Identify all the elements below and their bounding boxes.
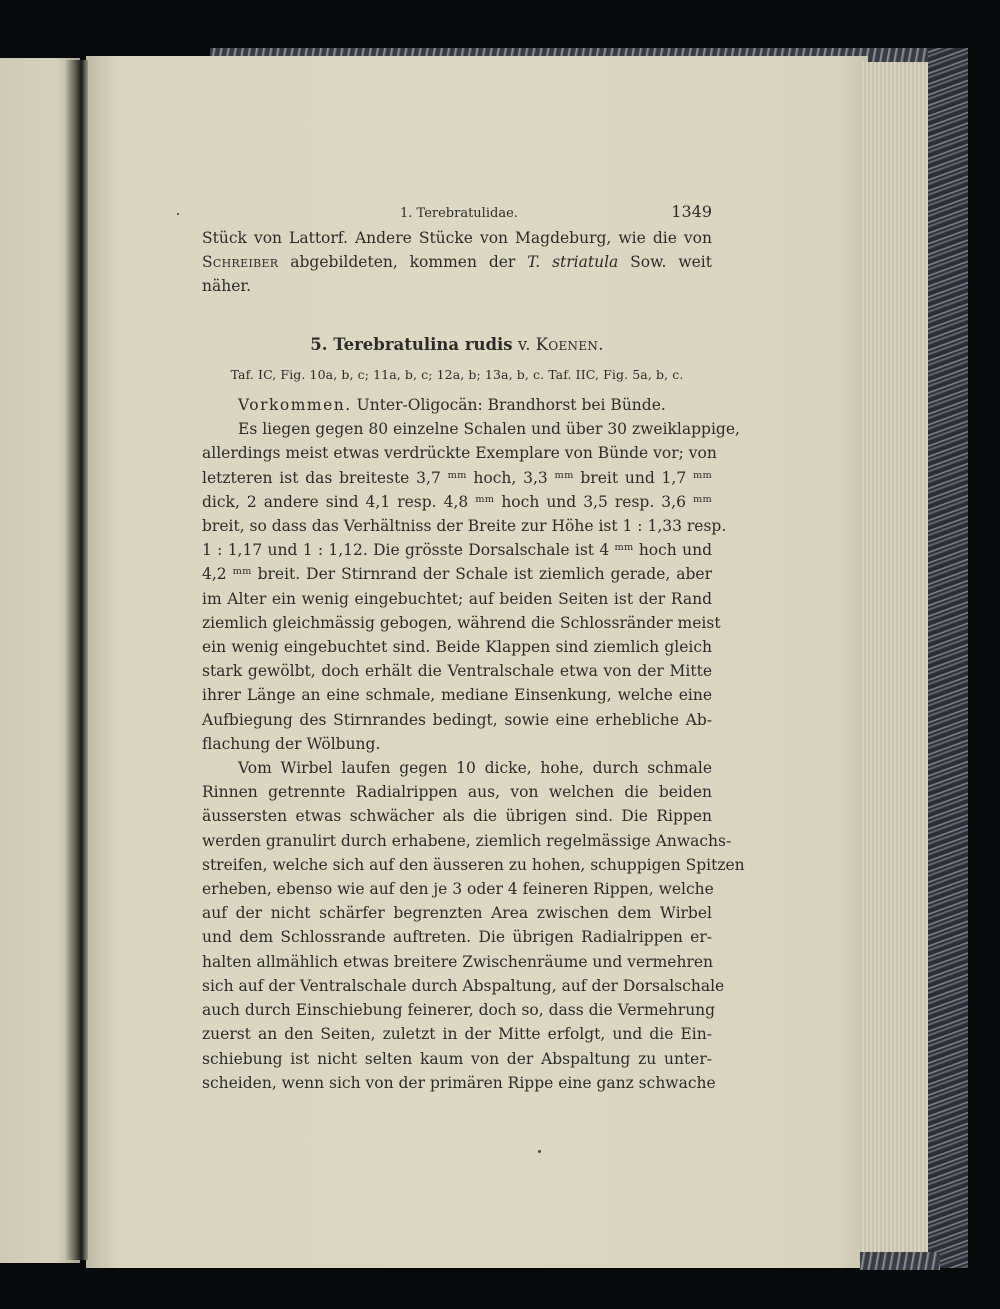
plate-references: Taf. IC, Fig. 10a, b, c; 11a, b, c; 12a, b; 13a, b, c. Taf. IIC, Fig. 5a, b, c. [230, 366, 684, 382]
text-line: 4,2 ᵐᵐ breit. Der Stirnrand der Schale ist ziemlich gerade, aber [202, 565, 712, 584]
section-title [202, 333, 712, 357]
book-gutter [66, 60, 88, 1260]
text-line: im Alter ein wenig eingebuchtet; auf beiden Seiten ist der Rand [202, 589, 712, 608]
cover-bottom-edge [860, 1252, 940, 1270]
text-line: näher. [202, 277, 252, 296]
text-line: 1 : 1,17 und 1 : 1,12. Die grösste Dorsalschale ist 4 ᵐᵐ hoch und [202, 541, 712, 560]
text-line: zuerst an den Seiten, zuletzt in der Mitte erfolgt, und die Ein- [202, 1025, 712, 1044]
page-text [202, 200, 745, 1095]
running-head: 1. Terebratulidae. [400, 206, 518, 221]
page-header [202, 200, 712, 226]
text-line: scheiden, wenn sich von der primären Rippe eine ganz schwache [202, 1073, 716, 1092]
paper-dot [538, 1150, 541, 1153]
text-line: allerdings meist etwas verdrückte Exemplare von Bünde vor; von [202, 444, 717, 463]
text-line: halten allmählich etwas breitere Zwischenräume und vermehren [202, 952, 714, 971]
text-fragment: Sow. weit [618, 253, 712, 272]
paragraph-description [202, 417, 740, 756]
marbled-cover-edge [928, 48, 968, 1268]
text-line [202, 250, 712, 274]
text-line: werden granulirt durch erhabene, ziemlich regelmässige Anwachs- [202, 831, 732, 850]
text-line: schiebung ist nicht selten kaum von der Abspaltung zu unter- [202, 1049, 712, 1068]
text-fragment: abgebildeten, kommen der [278, 253, 528, 272]
taxon-name: Terebratulina rudis [333, 334, 513, 354]
intro-paragraph [202, 226, 712, 299]
text-line: breit, so dass das Verhältniss der Breite zur Höhe ist 1 : 1,33 resp. [202, 517, 727, 536]
text-line: und dem Schlossrande auftreten. Die übrigen Radialrippen er- [202, 928, 712, 947]
text-line: Rinnen getrennte Radialrippen aus, von welchen die beiden [202, 783, 712, 802]
text-line: stark gewölbt, doch erhält die Ventralschale etwa von der Mitte [202, 662, 712, 681]
text-line: ihrer Länge an eine schmale, mediane Einsenkung, welche eine [202, 686, 712, 705]
author-prefix: v. [512, 334, 536, 354]
text-line: auf der nicht schärfer begrenzten Area zwischen dem Wirbel [202, 904, 712, 923]
text-line: letzteren ist das breiteste 3,7 ᵐᵐ hoch, 3,3 ᵐᵐ breit und 1,7 ᵐᵐ [202, 468, 712, 487]
occurrence-label: Vorkommen. [238, 396, 352, 415]
occurrence-line [202, 393, 712, 417]
text-line: Aufbiegung des Stirnrandes bedingt, sowie eine erhebliche Ab- [202, 710, 712, 729]
page-block-edges [862, 62, 932, 1257]
text-line: ziemlich gleichmässig gebogen, während die Schlossränder meist [202, 613, 721, 632]
text-line: Es liegen gegen 80 einzelne Schalen und über 30 zweiklappige, [238, 420, 740, 439]
text-line: Vom Wirbel laufen gegen 10 dicke, hohe, durch schmale [238, 759, 712, 778]
text-line: ein wenig eingebuchtet sind. Beide Klappen sind ziemlich gleich [202, 638, 712, 657]
text-line: erheben, ebenso wie auf den je 3 oder 4 feineren Rippen, welche [202, 880, 714, 899]
text-line: sich auf der Ventralschale durch Abspaltung, auf der Dorsalschale [202, 976, 725, 995]
text-line: flachung der Wölbung. [202, 734, 381, 753]
text-line: Stück von Lattorf. Andere Stücke von Magdeburg, wie die von [202, 229, 712, 247]
text-line: äussersten etwas schwächer als die übrigen sind. Die Rippen [202, 807, 712, 826]
author-name: Schreiber [202, 253, 279, 272]
paragraph-ribs [202, 756, 745, 1095]
text-line: auch durch Einschiebung feinerer, doch so, dass die Vermehrung [202, 1001, 716, 1020]
taxon-author: Koenen. [535, 334, 604, 354]
text-line: streifen, welche sich auf den äusseren zu hohen, schuppigen Spitzen [202, 855, 745, 874]
paper-speck [177, 213, 179, 215]
page-number: 1349 [671, 202, 712, 221]
text-line: dick, 2 andere sind 4,1 resp. 4,8 ᵐᵐ hoch und 3,5 resp. 3,6 ᵐᵐ [202, 492, 712, 511]
section-number: 5. [310, 334, 328, 354]
species-name: T. striatula [527, 253, 619, 272]
occurrence-text: Unter-Oligocän: Brandhorst bei Bünde. [351, 396, 666, 415]
